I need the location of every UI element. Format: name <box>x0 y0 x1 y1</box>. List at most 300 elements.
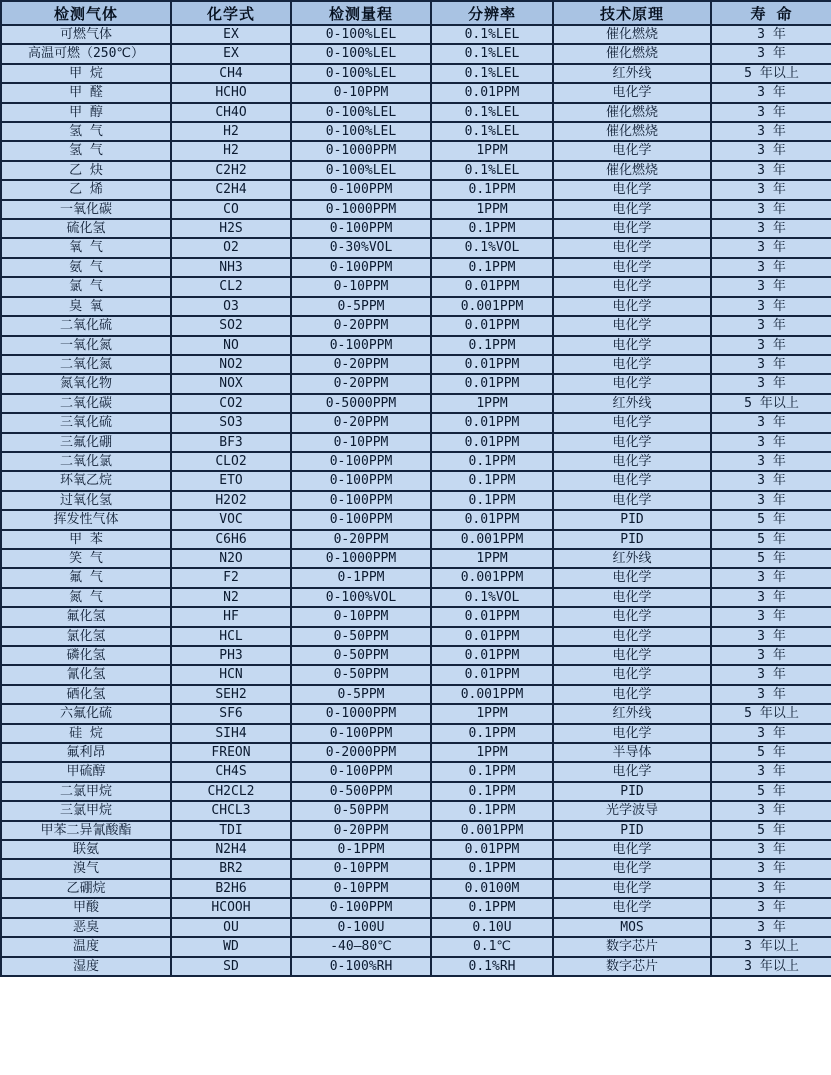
table-row <box>1 607 831 626</box>
cell-lifespan: 3 年 <box>711 219 831 238</box>
cell-resolution: 0.1PPM <box>431 898 553 917</box>
table-row <box>1 471 831 490</box>
cell-resolution: 0.1PPM <box>431 762 553 781</box>
table-row <box>1 588 831 607</box>
cell-gas: 氢 气 <box>1 141 171 160</box>
cell-range: 0-50PPM <box>291 627 431 646</box>
table-row <box>1 180 831 199</box>
cell-resolution: 0.01PPM <box>431 83 553 102</box>
cell-range: 0-100PPM <box>291 258 431 277</box>
cell-lifespan: 3 年 <box>711 355 831 374</box>
cell-lifespan: 3 年 <box>711 180 831 199</box>
table-row <box>1 724 831 743</box>
cell-principle: 电化学 <box>553 627 711 646</box>
cell-gas: 环氧乙烷 <box>1 471 171 490</box>
table-row <box>1 685 831 704</box>
cell-principle: 电化学 <box>553 413 711 432</box>
cell-gas: 乙硼烷 <box>1 879 171 898</box>
cell-formula: SO3 <box>171 413 291 432</box>
cell-gas: 硅 烷 <box>1 724 171 743</box>
cell-formula: CL2 <box>171 277 291 296</box>
cell-formula: SD <box>171 957 291 976</box>
cell-formula: C2H2 <box>171 161 291 180</box>
cell-principle: 数字芯片 <box>553 957 711 976</box>
cell-formula: N2H4 <box>171 840 291 859</box>
cell-lifespan: 3 年 <box>711 491 831 510</box>
table-row <box>1 898 831 917</box>
cell-principle: 电化学 <box>553 491 711 510</box>
cell-range: 0-5000PPM <box>291 394 431 413</box>
cell-principle: 催化燃烧 <box>553 25 711 44</box>
cell-lifespan: 3 年 <box>711 238 831 257</box>
cell-resolution: 0.001PPM <box>431 297 553 316</box>
cell-gas: 三氯甲烷 <box>1 801 171 820</box>
cell-range: 0-20PPM <box>291 316 431 335</box>
table-row <box>1 44 831 63</box>
cell-range: 0-100%LEL <box>291 122 431 141</box>
cell-resolution: 0.1PPM <box>431 471 553 490</box>
cell-range: 0-10PPM <box>291 859 431 878</box>
cell-range: 0-100PPM <box>291 219 431 238</box>
cell-gas: 氯 气 <box>1 277 171 296</box>
table-row <box>1 336 831 355</box>
cell-range: 0-1000PPM <box>291 549 431 568</box>
cell-resolution: 0.001PPM <box>431 530 553 549</box>
cell-gas: 二氯甲烷 <box>1 782 171 801</box>
cell-gas: 二氧化氮 <box>1 355 171 374</box>
cell-gas: 甲 烷 <box>1 64 171 83</box>
cell-range: 0-5PPM <box>291 297 431 316</box>
cell-gas: 甲 苯 <box>1 530 171 549</box>
column-header-principle: 技术原理 <box>553 1 711 25</box>
table-row <box>1 277 831 296</box>
cell-gas: 硒化氢 <box>1 685 171 704</box>
cell-gas: 臭 氧 <box>1 297 171 316</box>
cell-resolution: 0.1%RH <box>431 957 553 976</box>
cell-range: 0-100%LEL <box>291 103 431 122</box>
cell-lifespan: 3 年 <box>711 433 831 452</box>
cell-resolution: 0.1PPM <box>431 219 553 238</box>
cell-gas: 三氟化硼 <box>1 433 171 452</box>
cell-lifespan: 5 年 <box>711 743 831 762</box>
cell-formula: O2 <box>171 238 291 257</box>
cell-lifespan: 5 年以上 <box>711 64 831 83</box>
cell-formula: FREON <box>171 743 291 762</box>
cell-range: 0-50PPM <box>291 665 431 684</box>
table-row <box>1 549 831 568</box>
cell-gas: 高温可燃（250℃） <box>1 44 171 63</box>
cell-range: 0-100PPM <box>291 491 431 510</box>
cell-lifespan: 3 年以上 <box>711 937 831 956</box>
cell-resolution: 0.01PPM <box>431 627 553 646</box>
cell-principle: 催化燃烧 <box>553 161 711 180</box>
cell-resolution: 0.01PPM <box>431 277 553 296</box>
cell-principle: 电化学 <box>553 355 711 374</box>
cell-resolution: 0.01PPM <box>431 646 553 665</box>
cell-formula: ETO <box>171 471 291 490</box>
cell-principle: PID <box>553 782 711 801</box>
cell-range: 0-10PPM <box>291 879 431 898</box>
cell-principle: 电化学 <box>553 200 711 219</box>
cell-range: 0-10PPM <box>291 83 431 102</box>
cell-formula: CLO2 <box>171 452 291 471</box>
cell-range: 0-1000PPM <box>291 200 431 219</box>
cell-gas: 氰化氢 <box>1 665 171 684</box>
cell-range: 0-100PPM <box>291 471 431 490</box>
cell-resolution: 0.1%LEL <box>431 44 553 63</box>
cell-gas: 氨 气 <box>1 258 171 277</box>
cell-resolution: 0.01PPM <box>431 374 553 393</box>
cell-principle: 电化学 <box>553 374 711 393</box>
cell-resolution: 0.001PPM <box>431 685 553 704</box>
cell-resolution: 0.10U <box>431 918 553 937</box>
table-row <box>1 25 831 44</box>
cell-range: 0-100PPM <box>291 180 431 199</box>
cell-resolution: 1PPM <box>431 549 553 568</box>
table-row <box>1 568 831 587</box>
cell-lifespan: 3 年 <box>711 801 831 820</box>
cell-principle: 电化学 <box>553 665 711 684</box>
table-row <box>1 394 831 413</box>
cell-resolution: 0.1%VOL <box>431 238 553 257</box>
cell-range: 0-20PPM <box>291 530 431 549</box>
cell-lifespan: 5 年 <box>711 549 831 568</box>
cell-formula: BF3 <box>171 433 291 452</box>
column-header-gas: 检测气体 <box>1 1 171 25</box>
table-row <box>1 665 831 684</box>
cell-range: 0-1000PPM <box>291 141 431 160</box>
cell-principle: 电化学 <box>553 316 711 335</box>
cell-lifespan: 3 年 <box>711 374 831 393</box>
cell-lifespan: 3 年 <box>711 762 831 781</box>
table-row <box>1 704 831 723</box>
cell-gas: 湿度 <box>1 957 171 976</box>
cell-range: 0-100%VOL <box>291 588 431 607</box>
cell-formula: N2O <box>171 549 291 568</box>
cell-formula: CH2CL2 <box>171 782 291 801</box>
table-row <box>1 821 831 840</box>
cell-formula: EX <box>171 44 291 63</box>
cell-range: 0-30%VOL <box>291 238 431 257</box>
table-row <box>1 491 831 510</box>
cell-range: 0-100PPM <box>291 452 431 471</box>
cell-formula: SF6 <box>171 704 291 723</box>
cell-range: 0-1PPM <box>291 568 431 587</box>
cell-principle: 红外线 <box>553 394 711 413</box>
cell-principle: 电化学 <box>553 588 711 607</box>
table-row <box>1 627 831 646</box>
cell-formula: C6H6 <box>171 530 291 549</box>
table-row <box>1 103 831 122</box>
cell-lifespan: 3 年 <box>711 646 831 665</box>
cell-principle: MOS <box>553 918 711 937</box>
table-row <box>1 258 831 277</box>
column-header-resolution: 分辨率 <box>431 1 553 25</box>
cell-lifespan: 3 年 <box>711 452 831 471</box>
cell-resolution: 1PPM <box>431 394 553 413</box>
cell-gas: 联氨 <box>1 840 171 859</box>
cell-gas: 乙 烯 <box>1 180 171 199</box>
cell-formula: F2 <box>171 568 291 587</box>
cell-formula: CHCL3 <box>171 801 291 820</box>
cell-resolution: 0.1PPM <box>431 180 553 199</box>
cell-lifespan: 3 年 <box>711 297 831 316</box>
cell-range: 0-100U <box>291 918 431 937</box>
cell-range: 0-10PPM <box>291 277 431 296</box>
table-row <box>1 840 831 859</box>
cell-principle: 电化学 <box>553 646 711 665</box>
cell-range: 0-500PPM <box>291 782 431 801</box>
cell-gas: 氯化氢 <box>1 627 171 646</box>
table-row <box>1 316 831 335</box>
cell-principle: 电化学 <box>553 141 711 160</box>
cell-lifespan: 3 年 <box>711 316 831 335</box>
cell-lifespan: 3 年 <box>711 724 831 743</box>
table-row <box>1 219 831 238</box>
cell-principle: 电化学 <box>553 859 711 878</box>
cell-formula: HCL <box>171 627 291 646</box>
cell-principle: PID <box>553 530 711 549</box>
cell-gas: 过氧化氢 <box>1 491 171 510</box>
table-row <box>1 937 831 956</box>
cell-formula: H2 <box>171 141 291 160</box>
cell-gas: 温度 <box>1 937 171 956</box>
cell-principle: 催化燃烧 <box>553 122 711 141</box>
cell-formula: PH3 <box>171 646 291 665</box>
cell-principle: 电化学 <box>553 898 711 917</box>
cell-resolution: 0.1PPM <box>431 782 553 801</box>
cell-principle: 催化燃烧 <box>553 44 711 63</box>
cell-formula: HCOOH <box>171 898 291 917</box>
table-row <box>1 782 831 801</box>
cell-resolution: 0.01PPM <box>431 665 553 684</box>
cell-formula: TDI <box>171 821 291 840</box>
cell-lifespan: 3 年 <box>711 413 831 432</box>
table-row <box>1 918 831 937</box>
cell-principle: 电化学 <box>553 277 711 296</box>
table-row <box>1 122 831 141</box>
cell-resolution: 0.1%LEL <box>431 122 553 141</box>
cell-resolution: 0.1PPM <box>431 336 553 355</box>
cell-formula: CH4 <box>171 64 291 83</box>
cell-resolution: 0.1%LEL <box>431 103 553 122</box>
cell-formula: SEH2 <box>171 685 291 704</box>
cell-gas: 磷化氢 <box>1 646 171 665</box>
cell-resolution: 0.01PPM <box>431 413 553 432</box>
cell-resolution: 0.1%VOL <box>431 588 553 607</box>
table-row <box>1 510 831 529</box>
cell-formula: H2 <box>171 122 291 141</box>
cell-range: 0-100%LEL <box>291 161 431 180</box>
table-header <box>1 1 831 25</box>
cell-resolution: 0.1%LEL <box>431 25 553 44</box>
cell-principle: 电化学 <box>553 433 711 452</box>
cell-lifespan: 3 年 <box>711 879 831 898</box>
cell-principle: 电化学 <box>553 219 711 238</box>
cell-resolution: 0.1PPM <box>431 258 553 277</box>
cell-range: 0-100PPM <box>291 336 431 355</box>
cell-formula: WD <box>171 937 291 956</box>
cell-range: 0-100PPM <box>291 898 431 917</box>
cell-gas: 甲 醇 <box>1 103 171 122</box>
cell-gas: 硫化氢 <box>1 219 171 238</box>
cell-principle: 电化学 <box>553 762 711 781</box>
cell-resolution: 0.1PPM <box>431 801 553 820</box>
cell-gas: 一氧化碳 <box>1 200 171 219</box>
cell-gas: 二氧化氯 <box>1 452 171 471</box>
cell-gas: 氢 气 <box>1 122 171 141</box>
cell-lifespan: 5 年 <box>711 530 831 549</box>
cell-principle: 电化学 <box>553 568 711 587</box>
cell-lifespan: 3 年 <box>711 25 831 44</box>
cell-lifespan: 3 年 <box>711 258 831 277</box>
cell-resolution: 0.0100M <box>431 879 553 898</box>
table-row <box>1 743 831 762</box>
cell-formula: SO2 <box>171 316 291 335</box>
cell-lifespan: 3 年 <box>711 161 831 180</box>
cell-lifespan: 3 年 <box>711 685 831 704</box>
cell-resolution: 0.01PPM <box>431 316 553 335</box>
cell-resolution: 0.001PPM <box>431 821 553 840</box>
cell-resolution: 1PPM <box>431 141 553 160</box>
cell-lifespan: 5 年 <box>711 510 831 529</box>
cell-gas: 三氧化硫 <box>1 413 171 432</box>
cell-lifespan: 3 年 <box>711 336 831 355</box>
cell-resolution: 0.1%LEL <box>431 64 553 83</box>
header-row <box>1 1 831 25</box>
cell-formula: NO <box>171 336 291 355</box>
cell-gas: 氮 气 <box>1 588 171 607</box>
table-row <box>1 801 831 820</box>
cell-range: 0-100PPM <box>291 510 431 529</box>
cell-resolution: 1PPM <box>431 743 553 762</box>
cell-principle: 电化学 <box>553 258 711 277</box>
cell-formula: EX <box>171 25 291 44</box>
cell-principle: 红外线 <box>553 549 711 568</box>
cell-range: 0-20PPM <box>291 374 431 393</box>
cell-resolution: 0.1%LEL <box>431 161 553 180</box>
cell-range: 0-1000PPM <box>291 704 431 723</box>
cell-lifespan: 3 年 <box>711 898 831 917</box>
cell-resolution: 0.001PPM <box>431 568 553 587</box>
cell-lifespan: 3 年 <box>711 103 831 122</box>
cell-principle: 光学波导 <box>553 801 711 820</box>
cell-lifespan: 3 年 <box>711 918 831 937</box>
cell-principle: 电化学 <box>553 840 711 859</box>
table-row <box>1 452 831 471</box>
cell-formula: NH3 <box>171 258 291 277</box>
cell-lifespan: 3 年 <box>711 840 831 859</box>
cell-formula: NO2 <box>171 355 291 374</box>
cell-formula: BR2 <box>171 859 291 878</box>
table-row <box>1 762 831 781</box>
cell-lifespan: 5 年 <box>711 782 831 801</box>
cell-range: 0-5PPM <box>291 685 431 704</box>
column-header-range: 检测量程 <box>291 1 431 25</box>
cell-resolution: 0.1℃ <box>431 937 553 956</box>
cell-lifespan: 3 年 <box>711 568 831 587</box>
table-row <box>1 200 831 219</box>
cell-formula: CO2 <box>171 394 291 413</box>
cell-range: 0-20PPM <box>291 355 431 374</box>
table-row <box>1 646 831 665</box>
cell-formula: CH4S <box>171 762 291 781</box>
table-body <box>1 25 831 976</box>
cell-principle: 电化学 <box>553 238 711 257</box>
cell-principle: 电化学 <box>553 336 711 355</box>
table-row <box>1 297 831 316</box>
cell-resolution: 0.01PPM <box>431 840 553 859</box>
cell-formula: H2S <box>171 219 291 238</box>
table-row <box>1 141 831 160</box>
cell-resolution: 0.01PPM <box>431 510 553 529</box>
cell-lifespan: 3 年 <box>711 627 831 646</box>
cell-lifespan: 3 年 <box>711 588 831 607</box>
cell-resolution: 1PPM <box>431 704 553 723</box>
cell-range: 0-100%RH <box>291 957 431 976</box>
cell-range: 0-10PPM <box>291 607 431 626</box>
cell-formula: B2H6 <box>171 879 291 898</box>
cell-principle: 电化学 <box>553 452 711 471</box>
cell-gas: 二氧化碳 <box>1 394 171 413</box>
cell-principle: 红外线 <box>553 64 711 83</box>
cell-range: 0-10PPM <box>291 433 431 452</box>
column-header-lifespan: 寿 命 <box>711 1 831 25</box>
cell-range: 0-50PPM <box>291 801 431 820</box>
table-row <box>1 530 831 549</box>
cell-lifespan: 3 年 <box>711 122 831 141</box>
cell-formula: H2O2 <box>171 491 291 510</box>
table-row <box>1 64 831 83</box>
table-row <box>1 957 831 976</box>
table-row <box>1 433 831 452</box>
cell-gas: 可燃气体 <box>1 25 171 44</box>
cell-range: -40—80℃ <box>291 937 431 956</box>
cell-principle: PID <box>553 821 711 840</box>
cell-lifespan: 3 年 <box>711 471 831 490</box>
cell-range: 0-100PPM <box>291 762 431 781</box>
cell-resolution: 0.01PPM <box>431 433 553 452</box>
cell-formula: CH4O <box>171 103 291 122</box>
cell-formula: OU <box>171 918 291 937</box>
cell-lifespan: 3 年 <box>711 141 831 160</box>
cell-principle: 催化燃烧 <box>553 103 711 122</box>
cell-formula: CO <box>171 200 291 219</box>
cell-resolution: 0.1PPM <box>431 859 553 878</box>
cell-lifespan: 3 年 <box>711 607 831 626</box>
cell-resolution: 0.1PPM <box>431 724 553 743</box>
cell-resolution: 0.1PPM <box>431 491 553 510</box>
cell-range: 0-100%LEL <box>291 44 431 63</box>
cell-range: 0-100%LEL <box>291 64 431 83</box>
cell-lifespan: 3 年 <box>711 277 831 296</box>
table-row <box>1 413 831 432</box>
cell-principle: 电化学 <box>553 607 711 626</box>
cell-resolution: 0.01PPM <box>431 607 553 626</box>
cell-formula: N2 <box>171 588 291 607</box>
cell-range: 0-50PPM <box>291 646 431 665</box>
cell-principle: 电化学 <box>553 685 711 704</box>
cell-principle: 电化学 <box>553 83 711 102</box>
table-row <box>1 355 831 374</box>
cell-gas: 笑 气 <box>1 549 171 568</box>
cell-range: 0-20PPM <box>291 413 431 432</box>
cell-formula: HCN <box>171 665 291 684</box>
cell-gas: 溴气 <box>1 859 171 878</box>
table-row <box>1 161 831 180</box>
cell-resolution: 0.01PPM <box>431 355 553 374</box>
cell-principle: PID <box>553 510 711 529</box>
